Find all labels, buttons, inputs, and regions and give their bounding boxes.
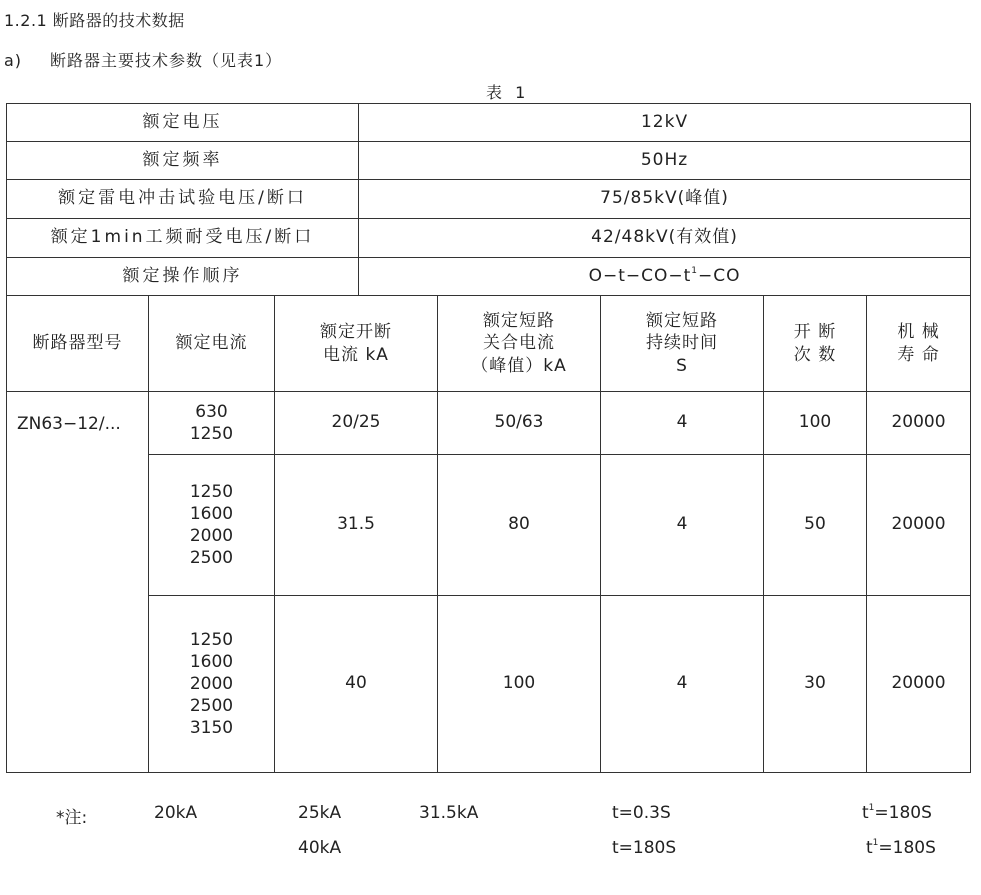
header-mechanical-life: 机 械 寿 命 xyxy=(867,296,971,392)
note-value: $t^1=180S$ xyxy=(862,803,932,823)
param-label: 额定1min工频耐受电压/断口 xyxy=(7,219,359,258)
duration-cell: 4 xyxy=(601,596,764,773)
operations-cell: 30 xyxy=(764,596,867,773)
duration-cell: 4 xyxy=(601,392,764,455)
param-label: 额定频率 xyxy=(7,142,359,180)
note-label: *注: xyxy=(56,808,88,828)
param-label: 额定操作顺序 xyxy=(7,258,359,296)
technical-parameters-table xyxy=(6,103,971,773)
note-value: 25kA xyxy=(298,803,342,823)
mechanical-life-cell: 20000 xyxy=(867,596,971,773)
breaking-current-cell: 31.5 xyxy=(275,455,438,596)
param-value: 50Hz xyxy=(359,142,971,180)
model-cell: ZN63−12/... xyxy=(7,392,149,773)
note-value: $t^1=180S$ xyxy=(866,838,936,858)
note-value: 31.5kA xyxy=(419,803,479,823)
header-model: 断路器型号 xyxy=(7,296,149,392)
operating-sequence-value: $O-t-CO-t^1-CO$ xyxy=(359,258,971,296)
header-breaking-current: 额定开断 电流 kA xyxy=(275,296,438,392)
header-operations: 开 断 次 数 xyxy=(764,296,867,392)
param-label: 额定电压 xyxy=(7,104,359,142)
param-value: 12kV xyxy=(359,104,971,142)
note-value: t=180S xyxy=(612,838,677,858)
param-row xyxy=(7,104,971,142)
subheading-text: 断路器主要技术参数（见表1） xyxy=(50,51,283,70)
table-row xyxy=(7,392,971,455)
making-current-cell: 80 xyxy=(438,455,601,596)
note-value: 40kA xyxy=(298,838,342,858)
table-row xyxy=(7,596,971,773)
rated-current-cell: 1250 1600 2000 2500 xyxy=(149,455,275,596)
table-row xyxy=(7,455,971,596)
header-rated-current: 额定电流 xyxy=(149,296,275,392)
param-label: 额定雷电冲击试验电压/断口 xyxy=(7,180,359,219)
note-value: t=0.3S xyxy=(612,803,671,823)
mechanical-life-cell: 20000 xyxy=(867,455,971,596)
mechanical-life-cell: 20000 xyxy=(867,392,971,455)
param-row xyxy=(7,180,971,219)
table-caption: 表 1 xyxy=(486,83,530,102)
header-making-current: 额定短路 关合电流 （峰值）kA xyxy=(438,296,601,392)
spec-header-row xyxy=(7,296,971,392)
making-current-cell: 100 xyxy=(438,596,601,773)
rated-current-cell: 630 1250 xyxy=(149,392,275,455)
subheading xyxy=(4,48,282,71)
param-row xyxy=(7,258,971,296)
rated-current-cell: 1250 1600 2000 2500 3150 xyxy=(149,596,275,773)
operations-cell: 100 xyxy=(764,392,867,455)
list-marker: a) xyxy=(4,51,23,70)
operations-cell: 50 xyxy=(764,455,867,596)
duration-cell: 4 xyxy=(601,455,764,596)
param-value: 42/48kV(有效值) xyxy=(359,219,971,258)
header-short-duration: 额定短路 持续时间 S xyxy=(601,296,764,392)
param-value: 75/85kV(峰值) xyxy=(359,180,971,219)
param-row xyxy=(7,219,971,258)
param-row xyxy=(7,142,971,180)
breaking-current-cell: 20/25 xyxy=(275,392,438,455)
making-current-cell: 50/63 xyxy=(438,392,601,455)
breaking-current-cell: 40 xyxy=(275,596,438,773)
section-heading: 1.2.1 断路器的技术数据 xyxy=(4,11,185,30)
note-value: 20kA xyxy=(154,803,198,823)
